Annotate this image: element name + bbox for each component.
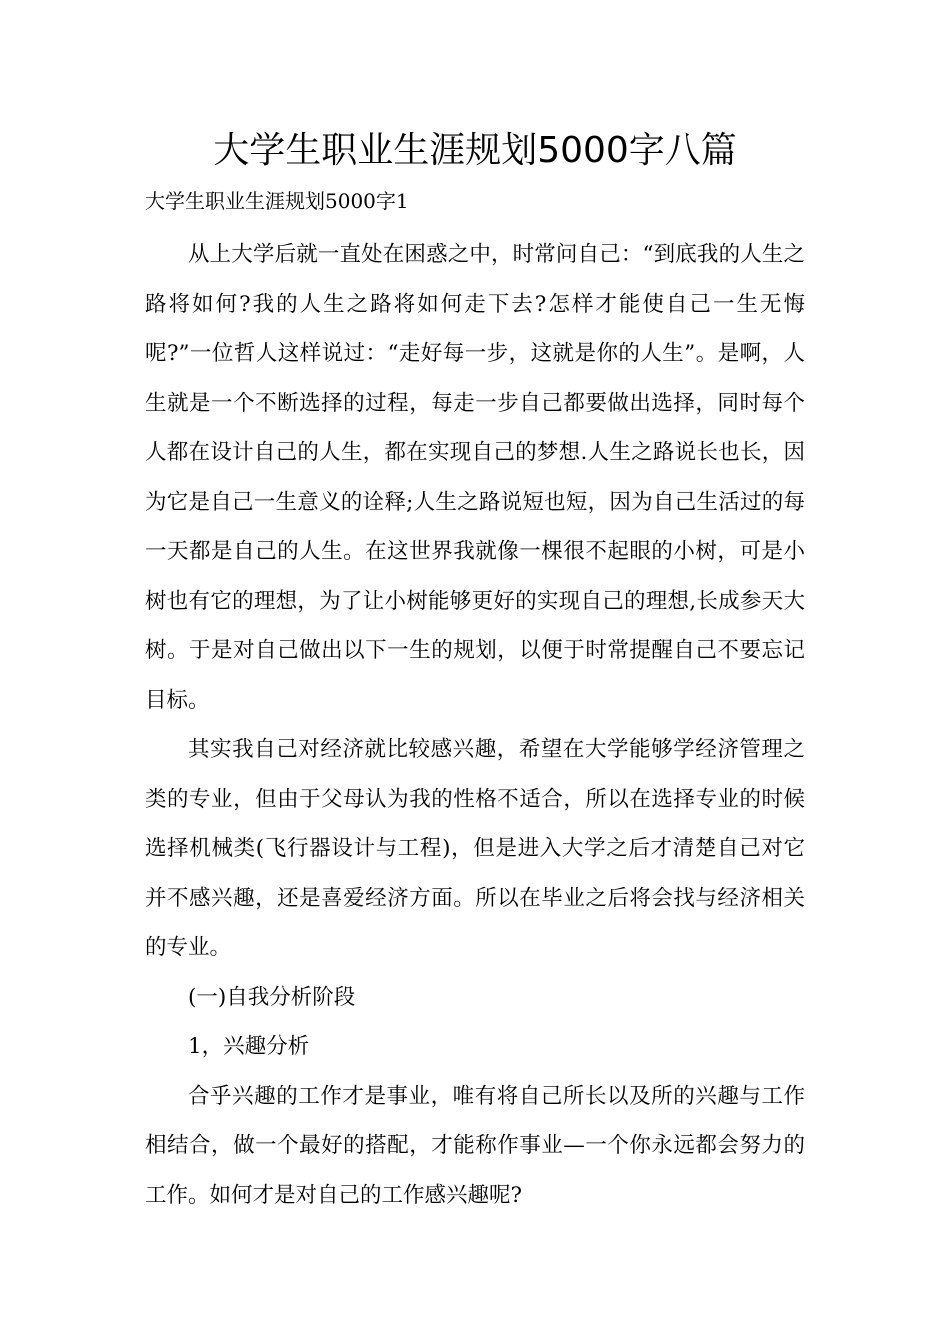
section-heading: 大学生职业生涯规划5000字1 [145,189,409,213]
heading-self-analysis: (一)自我分析阶段 [188,984,356,1010]
document-title: 大学生职业生涯规划5000字八篇 [213,130,737,171]
heading-interest-analysis: 1，兴趣分析 [188,1034,310,1059]
document-body [145,230,805,1220]
paragraph-interest-work: 合乎兴趣的工作才是事业，唯有将自己所长以及所的兴趣与工作相结合，做一个最好的搭配，才能称作事业—一个你永远都会努力的工作。如何才是对自己的工作感兴趣呢? [145,1083,805,1208]
paragraph-intro: 从上大学后就一直处在困惑之中，时常问自己：“到底我的人生之路将如何?我的人生之路将如何走下去?怎样才能使自己一生无悔呢?”一位哲人这样说过：“走好每一步，这就是你的人生”。是啊，人生就是一个不断选择的过程，每走一步自己都要做出选择，同时每个人都在设计自己的人生，都在实现自己的梦想.人生之路说长也长，因为它是自己一生意义的诠释;人生之路说短也短，因为自己生活过的每一天都是自己的人生。在这世界我就像一棵很不起眼的小树，可是小树也有它的理想，为了让小树能够更好的实现自己的理想,长成参天大树。于是对自己做出以下一生的规划，以便于时常提醒自己不要忘记目标。 [145,242,805,713]
paragraph-interest-background: 其实我自己对经济就比较感兴趣，希望在大学能够学经济管理之类的专业，但由于父母认为我的性格不适合，所以在选择专业的时候选择机械类(飞行器设计与工程)，但是进入大学之后才清楚自己对它并不感兴趣，还是喜爱经济方面。所以在毕业之后将会找与经济相关的专业。 [145,737,805,960]
